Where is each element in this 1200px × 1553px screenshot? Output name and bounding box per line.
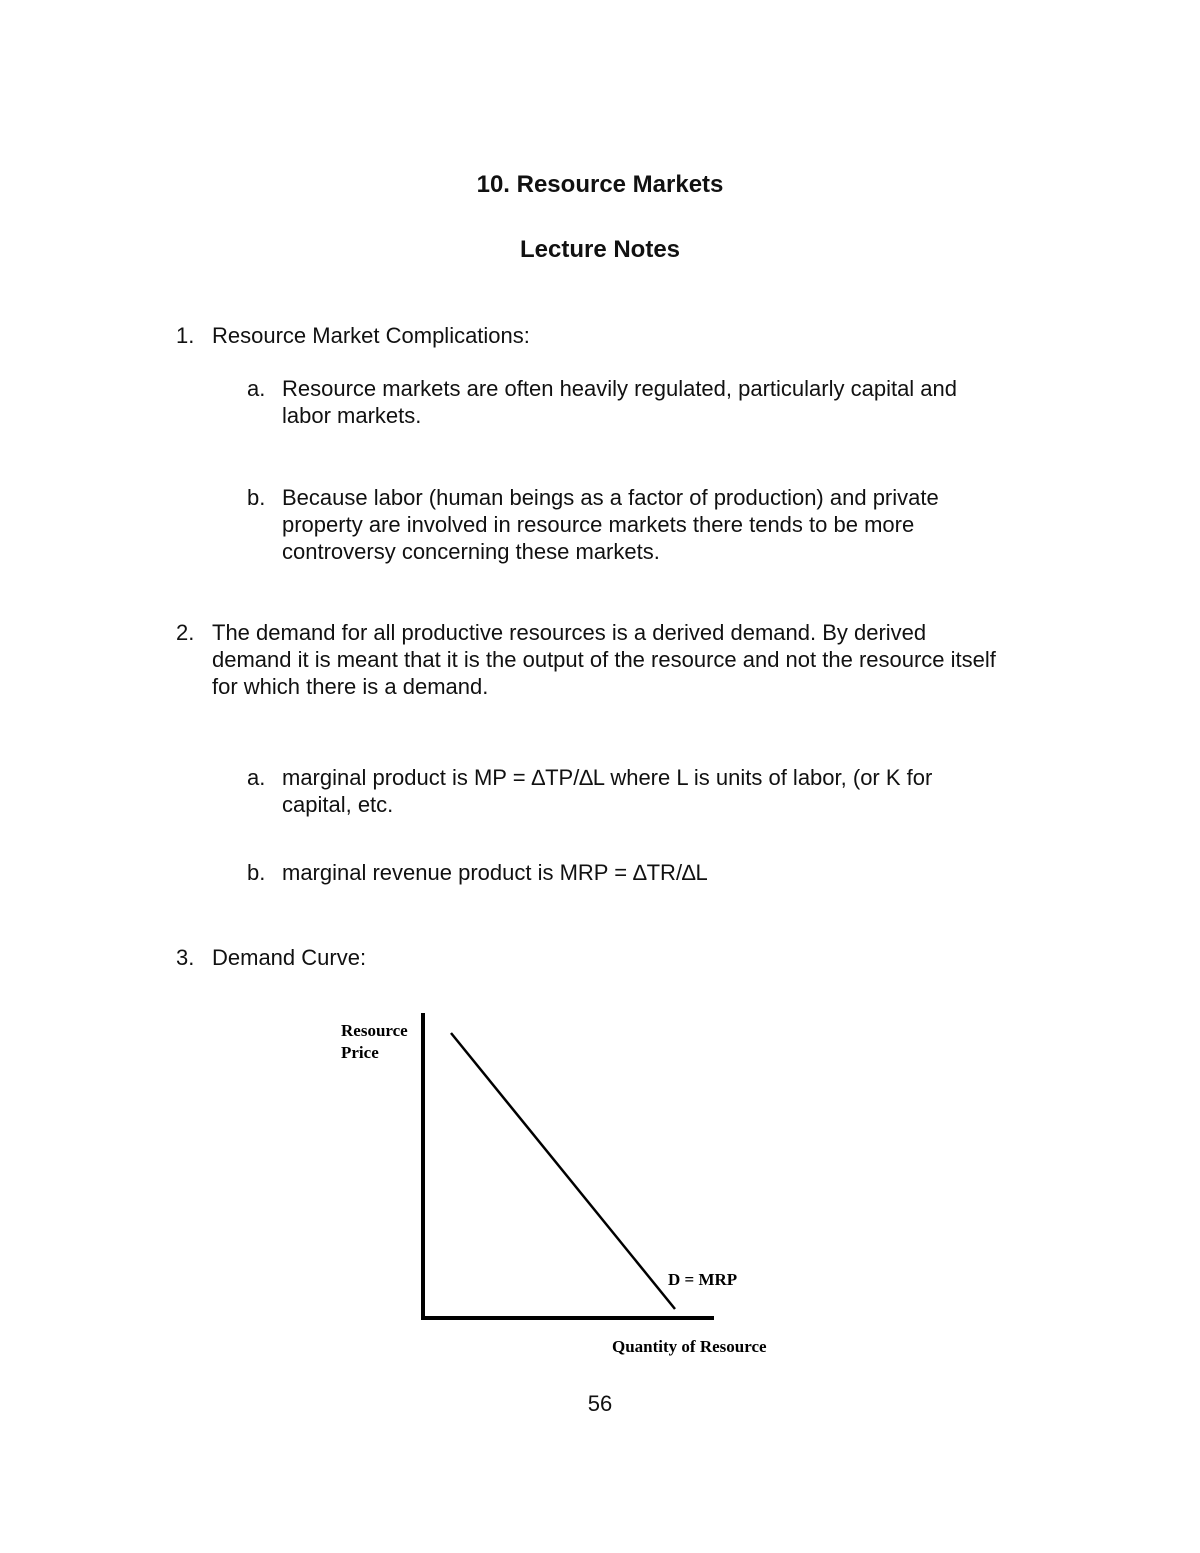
subitem-line: labor markets.: [282, 403, 422, 428]
subitem-line: marginal product is MP = ∆TP/∆L where L is units of labor, (or K for: [282, 765, 933, 790]
y-axis-label-line-2: Price: [341, 1043, 379, 1062]
item-text: Demand Curve:: [212, 945, 367, 970]
subitem-line: marginal revenue product is MRP = ∆TR/∆L: [282, 860, 708, 885]
subitem-line: property are involved in resource markets there tends to be more: [282, 512, 915, 537]
subitem-letter: a.: [247, 376, 266, 401]
y-axis-label-line-1: Resource: [341, 1021, 408, 1040]
subitem-letter: a.: [247, 765, 266, 790]
subitem-letter: b.: [247, 860, 266, 885]
item-line: demand it is meant that it is the output of the resource and not the resource itself: [212, 647, 996, 672]
subitem-line: controversy concerning these markets.: [282, 539, 660, 564]
item-number: 3.: [176, 945, 195, 970]
page-subtitle: Lecture Notes: [519, 236, 681, 263]
demand-curve-label: D = MRP: [668, 1270, 738, 1289]
item-number: 2.: [176, 620, 195, 645]
item-number: 1.: [176, 323, 195, 348]
item-line: for which there is a demand.: [212, 674, 489, 699]
demand-curve-line: [451, 1033, 675, 1309]
x-axis-label: Quantity of Resource: [612, 1337, 767, 1356]
page-number: 56: [587, 1391, 613, 1416]
subitem-line: Because labor (human beings as a factor of production) and private: [282, 485, 939, 510]
subitem-letter: b.: [247, 485, 266, 510]
subitem-line: Resource markets are often heavily regulated, particularly capital and: [282, 376, 958, 401]
item-text: Resource Market Complications:: [212, 323, 530, 348]
item-line: The demand for all productive resources is a derived demand. By derived: [212, 620, 927, 645]
subitem-line: capital, etc.: [282, 792, 394, 817]
page-title: 10. Resource Markets: [476, 171, 724, 198]
